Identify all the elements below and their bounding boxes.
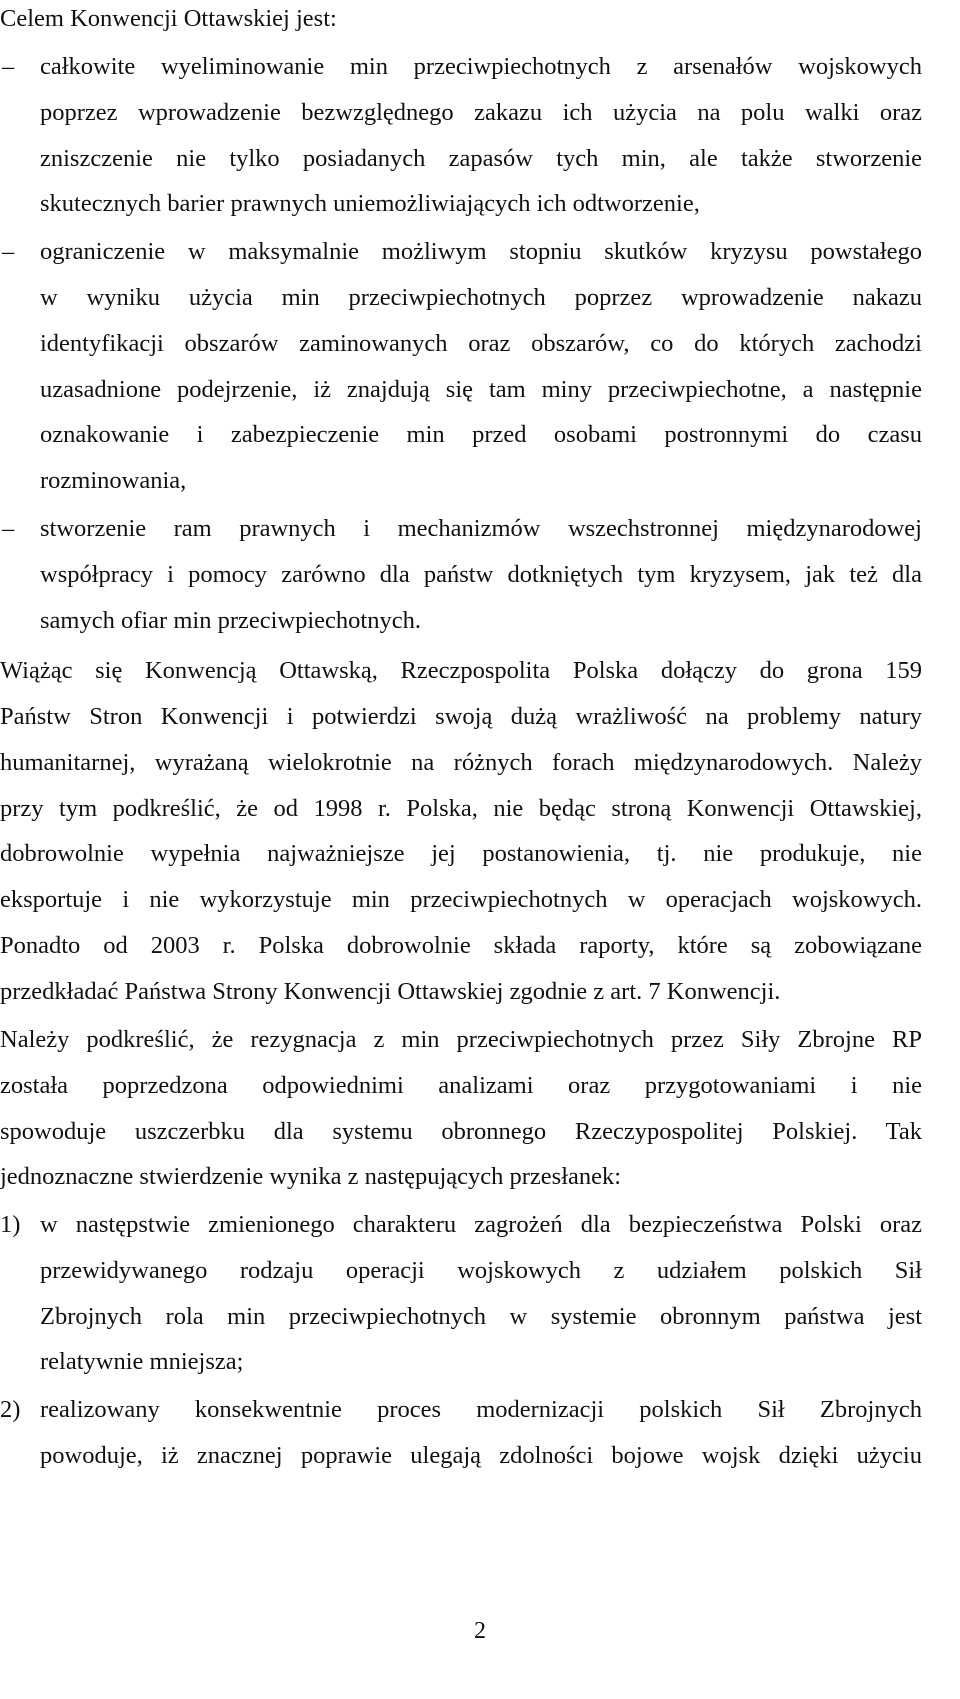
item-1-line-1: w następstwie zmienionego charakteru zagrożeń dla bezpieczeństwa Polski oraz bbox=[40, 1211, 922, 1238]
bullet-2-line-2: w wyniku użycia min przeciwpiechotnych poprzez wprowadzenie nakazu bbox=[40, 284, 922, 311]
item-1-line-3: Zbrojnych rola min przeciwpiechotnych w systemie obronnym państwa jest bbox=[40, 1303, 922, 1330]
bullet-3-line-2: współpracy i pomocy zarówno dla państw dotkniętych tym kryzysem, jak też dla bbox=[40, 561, 922, 588]
paragraph-1-line-1: Wiążąc się Konwencją Ottawską, Rzeczpospolita Polska dołączy do grona 159 bbox=[0, 657, 922, 684]
paragraph-1-line-8: przedkładać Państwa Strony Konwencji Ottawskiej zgodnie z art. 7 Konwencji. bbox=[0, 978, 781, 1005]
heading: Celem Konwencji Ottawskiej jest: bbox=[0, 5, 337, 32]
paragraph-1-line-3: humanitarnej, wyrażaną wielokrotnie na różnych forach międzynarodowych. Należy bbox=[0, 749, 922, 776]
bullet-dash: – bbox=[2, 238, 15, 265]
bullet-2-line-4: uzasadnione podejrzenie, iż znajdują się tam miny przeciwpiechotne, a następnie bbox=[40, 376, 922, 403]
item-1-line-4: relatywnie mniejsza; bbox=[40, 1348, 244, 1375]
paragraph-1-line-2: Państw Stron Konwencji i potwierdzi swoją dużą wrażliwość na problemy natury bbox=[0, 703, 922, 730]
bullet-1-line-2: poprzez wprowadzenie bezwzględnego zakazu ich użycia na polu walki oraz bbox=[40, 99, 922, 126]
bullet-dash: – bbox=[2, 515, 15, 542]
list-number: 2) bbox=[0, 1396, 21, 1423]
bullet-3-line-3: samych ofiar min przeciwpiechotnych. bbox=[40, 607, 421, 634]
item-1-line-2: przewidywanego rodzaju operacji wojskowych z udziałem polskich Sił bbox=[40, 1257, 922, 1284]
bullet-1-line-4: skutecznych barier prawnych uniemożliwiających ich odtworzenie, bbox=[40, 190, 700, 217]
paragraph-1-line-7: Ponadto od 2003 r. Polska dobrowolnie składa raporty, które są zobowiązane bbox=[0, 932, 922, 959]
bullet-dash: – bbox=[2, 53, 15, 80]
item-2-line-1: realizowany konsekwentnie proces modernizacji polskich Sił Zbrojnych bbox=[40, 1396, 922, 1423]
bullet-2-line-1: ograniczenie w maksymalnie możliwym stopniu skutków kryzysu powstałego bbox=[40, 238, 922, 265]
paragraph-2-line-3: spowoduje uszczerbku dla systemu obronnego Rzeczypospolitej Polskiej. Tak bbox=[0, 1118, 922, 1145]
page-number: 2 bbox=[474, 1618, 486, 1644]
bullet-3-line-1: stworzenie ram prawnych i mechanizmów wszechstronnej międzynarodowej bbox=[40, 515, 922, 542]
bullet-2-line-3: identyfikacji obszarów zaminowanych oraz obszarów, co do których zachodzi bbox=[40, 330, 922, 357]
list-number: 1) bbox=[0, 1211, 21, 1238]
item-2-line-2: powoduje, iż znacznej poprawie ulegają zdolności bojowe wojsk dzięki użyciu bbox=[40, 1442, 922, 1469]
bullet-1-line-1: całkowite wyeliminowanie min przeciwpiechotnych z arsenałów wojskowych bbox=[40, 53, 922, 80]
paragraph-2-line-4: jednoznaczne stwierdzenie wynika z następujących przesłanek: bbox=[0, 1163, 622, 1190]
paragraph-1-line-5: dobrowolnie wypełnia najważniejsze jej postanowienia, tj. nie produkuje, nie bbox=[0, 840, 922, 867]
paragraph-2-line-2: została poprzedzona odpowiednimi analizami oraz przygotowaniami i nie bbox=[0, 1072, 922, 1099]
paragraph-1-line-6: eksportuje i nie wykorzystuje min przeciwpiechotnych w operacjach wojskowych. bbox=[0, 886, 922, 913]
bullet-2-line-5: oznakowanie i zabezpieczenie min przed osobami postronnymi do czasu bbox=[40, 421, 922, 448]
paragraph-1-line-4: przy tym podkreślić, że od 1998 r. Polska, nie będąc stroną Konwencji Ottawskiej, bbox=[0, 795, 922, 822]
bullet-2-line-6: rozminowania, bbox=[40, 467, 187, 494]
paragraph-2-line-1: Należy podkreślić, że rezygnacja z min przeciwpiechotnych przez Siły Zbrojne RP bbox=[0, 1026, 922, 1053]
bullet-1-line-3: zniszczenie nie tylko posiadanych zapasów tych min, ale także stworzenie bbox=[40, 145, 922, 172]
